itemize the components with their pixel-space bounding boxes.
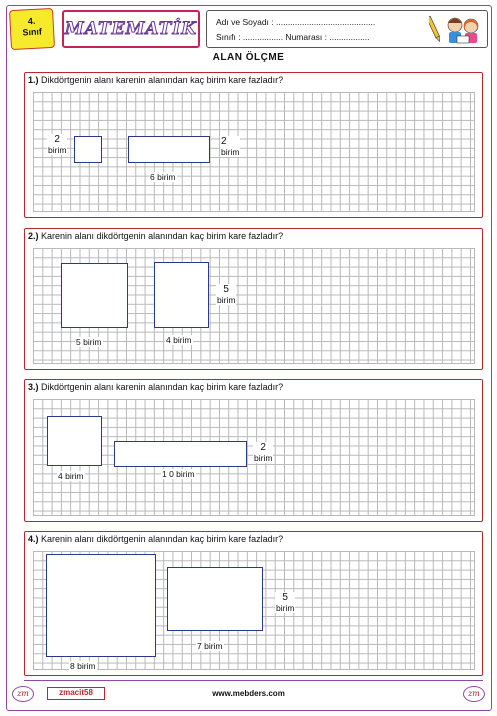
question-1-grid: [33, 92, 475, 212]
question-2-number: 2.): [28, 231, 39, 241]
rectangle-height-value: 5: [223, 284, 229, 295]
author-tag: zmacit58: [47, 687, 105, 700]
question-3-grid: [33, 399, 475, 516]
rectangle-width-label: 6 birim: [150, 172, 176, 182]
rectangle-height-value: 2: [260, 442, 266, 453]
square-shape: [74, 136, 102, 163]
page-title: ALAN ÖLÇME: [212, 52, 285, 63]
kids-with-pencil-icon: [429, 14, 483, 46]
student-info-box: [206, 10, 488, 48]
question-4-text: [28, 534, 283, 544]
square-shape: [46, 554, 156, 657]
square-side-value: 2: [54, 134, 60, 145]
question-3: [24, 379, 483, 522]
rectangle-shape: [154, 262, 209, 328]
square-side-label: [47, 134, 67, 155]
square-side-label: 5 birim: [76, 337, 102, 347]
student-class-line: Sınıfı : ................. Numarası : .................: [216, 32, 370, 42]
footer-logo-right: zm: [463, 686, 485, 702]
rectangle-height-label: [275, 592, 295, 613]
grade-badge: [9, 8, 55, 50]
site-url[interactable]: www.mebders.com: [212, 689, 285, 698]
rectangle-height-value: 5: [282, 592, 288, 603]
question-2: [24, 228, 483, 370]
question-1-prompt: Dikdörtgenin alanı karenin alanından kaç birim kare fazladır?: [38, 75, 284, 85]
square-shape: [47, 416, 102, 466]
grade-label: Sınıf: [22, 26, 43, 38]
question-4: [24, 531, 483, 676]
footer-divider: [24, 680, 483, 681]
question-4-number: 4.): [28, 534, 39, 544]
rectangle-height-label: [253, 442, 273, 463]
question-2-grid: [33, 248, 475, 364]
question-1-text: [28, 75, 283, 85]
rectangle-shape: [114, 441, 247, 467]
rectangle-height-unit: birim: [276, 603, 295, 613]
square-side-label: 4 birim: [58, 471, 84, 481]
rectangle-height-label: [216, 284, 236, 305]
subject-title-box: [62, 10, 200, 48]
footer-logo-left: zm: [12, 686, 34, 702]
rectangle-width-label: 7 birim: [197, 641, 223, 651]
rectangle-height-value: 2: [221, 136, 227, 147]
question-3-prompt: Dikdörtgenin alanı karenin alanından kaç birim kare fazladır?: [38, 382, 284, 392]
question-1-number: 1.): [28, 75, 39, 85]
rectangle-shape: [128, 136, 210, 163]
subject-title: MATEMATİK: [64, 19, 198, 39]
question-1: [24, 72, 483, 218]
rectangle-height-unit: birim: [221, 147, 240, 157]
square-side-label: 8 birim: [70, 661, 96, 671]
rectangle-width-label: 1 0 birim: [162, 469, 195, 479]
rectangle-shape: [167, 567, 263, 631]
square-side-unit: birim: [48, 145, 67, 155]
question-3-number: 3.): [28, 382, 39, 392]
square-shape: [61, 263, 128, 328]
question-3-text: [28, 382, 283, 392]
question-2-text: [28, 231, 283, 241]
question-4-grid: [33, 551, 475, 670]
rectangle-height-unit: birim: [254, 453, 273, 463]
question-4-prompt: Karenin alanı dikdörtgenin alanından kaç birim kare fazladır?: [38, 534, 284, 544]
grade-number: 4.: [27, 15, 36, 27]
rectangle-height-label: [220, 136, 240, 157]
student-name-line: Adı ve Soyadı : ..........................................: [216, 17, 376, 27]
rectangle-width-label: 4 birim: [166, 335, 192, 345]
rectangle-height-unit: birim: [217, 295, 236, 305]
question-2-prompt: Karenin alanı dikdörtgenin alanından kaç birim kare fazladır?: [38, 231, 284, 241]
